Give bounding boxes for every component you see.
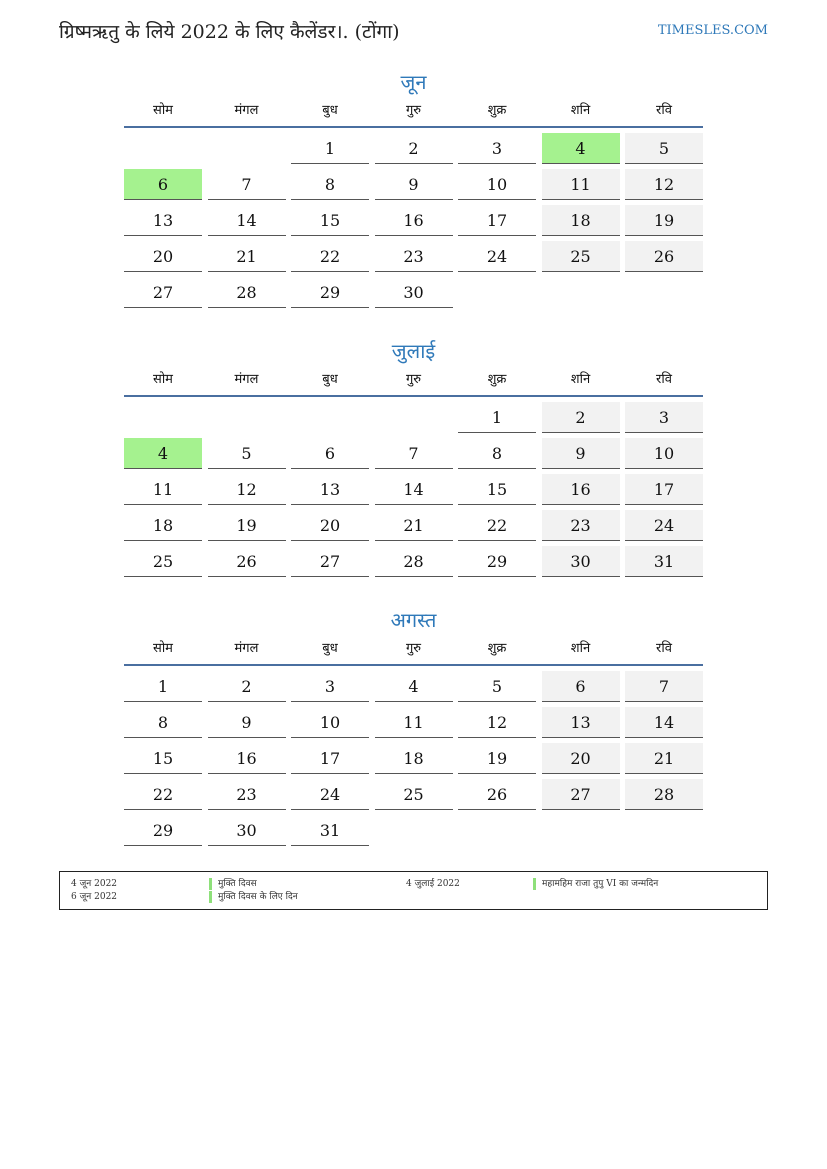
weekday-label: मंगल bbox=[234, 372, 259, 387]
legend-entry bbox=[71, 878, 401, 890]
day-cell: 11 bbox=[542, 169, 620, 200]
day-cell: 18 bbox=[124, 510, 202, 541]
weekday-label: गुरु bbox=[405, 372, 422, 387]
day-cell: 3 bbox=[458, 133, 536, 164]
weekday-label: रवि bbox=[656, 372, 672, 387]
day-cell: 30 bbox=[375, 277, 453, 308]
day-cell: 22 bbox=[458, 510, 536, 541]
day-cell: 2 bbox=[208, 671, 286, 702]
day-cell: 1 bbox=[124, 671, 202, 702]
day-cell: 27 bbox=[291, 546, 369, 577]
day-cell: 16 bbox=[208, 743, 286, 774]
day-cell: 29 bbox=[458, 546, 536, 577]
day-cell: 21 bbox=[625, 743, 703, 774]
day-cell: 14 bbox=[625, 707, 703, 738]
day-cell: 31 bbox=[625, 546, 703, 577]
day-cell: 4 bbox=[542, 133, 620, 164]
weekday-label: मंगल bbox=[234, 103, 259, 118]
day-cell: 14 bbox=[375, 474, 453, 505]
weekday-header bbox=[124, 98, 703, 128]
site-link[interactable]: TIMESLES.COM bbox=[657, 23, 768, 38]
day-cell: 15 bbox=[458, 474, 536, 505]
weekday-header bbox=[124, 367, 703, 397]
day-cell: 24 bbox=[458, 241, 536, 272]
day-cell: 20 bbox=[291, 510, 369, 541]
holiday-legend bbox=[59, 871, 768, 910]
day-cell: 6 bbox=[291, 438, 369, 469]
weekday-label: शुक्र bbox=[487, 103, 507, 118]
day-cell: 22 bbox=[124, 779, 202, 810]
day-cell: 23 bbox=[208, 779, 286, 810]
weekday-label: गुरु bbox=[405, 103, 422, 118]
day-cell: 13 bbox=[291, 474, 369, 505]
day-cell: 26 bbox=[208, 546, 286, 577]
day-cell: 4 bbox=[375, 671, 453, 702]
day-cell: 9 bbox=[208, 707, 286, 738]
legend-date: 4 जून 2022 bbox=[71, 879, 118, 889]
day-cell: 28 bbox=[208, 277, 286, 308]
weekday-label: शनि bbox=[570, 641, 591, 656]
day-cell: 4 bbox=[124, 438, 202, 469]
day-cell: 21 bbox=[375, 510, 453, 541]
day-cell: 7 bbox=[375, 438, 453, 469]
day-cell: 27 bbox=[124, 277, 202, 308]
weekday-label: सोम bbox=[153, 641, 173, 656]
day-cell: 16 bbox=[375, 205, 453, 236]
month-june bbox=[124, 68, 703, 302]
day-cell: 23 bbox=[375, 241, 453, 272]
day-cell: 27 bbox=[542, 779, 620, 810]
page-title: ग्रिष्मऋतु के लिये 2022 के लिए कैलेंडर।. (टोंगा) bbox=[59, 21, 400, 43]
legend-name: मुक्ति दिवस के लिए दिन bbox=[209, 891, 298, 903]
day-cell: 15 bbox=[124, 743, 202, 774]
day-cell: 25 bbox=[542, 241, 620, 272]
weekday-label: शनि bbox=[570, 103, 591, 118]
weekday-label: बुध bbox=[322, 372, 338, 387]
day-cell: 10 bbox=[291, 707, 369, 738]
day-cell: 17 bbox=[458, 205, 536, 236]
day-cell: 22 bbox=[291, 241, 369, 272]
weekday-header bbox=[124, 636, 703, 666]
month-august bbox=[124, 606, 703, 840]
page-header bbox=[59, 18, 768, 48]
weekday-label: रवि bbox=[656, 103, 672, 118]
day-cell: 2 bbox=[375, 133, 453, 164]
month-title: जुलाई bbox=[391, 339, 436, 363]
day-cell: 5 bbox=[458, 671, 536, 702]
weekday-label: शुक्र bbox=[487, 372, 507, 387]
day-cell: 8 bbox=[124, 707, 202, 738]
day-cell: 8 bbox=[458, 438, 536, 469]
day-cell: 26 bbox=[458, 779, 536, 810]
day-cell: 9 bbox=[542, 438, 620, 469]
day-cell: 28 bbox=[375, 546, 453, 577]
day-cell: 11 bbox=[124, 474, 202, 505]
day-cell: 8 bbox=[291, 169, 369, 200]
day-cell: 30 bbox=[542, 546, 620, 577]
weekday-label: सोम bbox=[153, 372, 173, 387]
day-cell: 9 bbox=[375, 169, 453, 200]
day-cell: 1 bbox=[291, 133, 369, 164]
day-cell: 17 bbox=[291, 743, 369, 774]
day-cell: 15 bbox=[291, 205, 369, 236]
legend-entry bbox=[406, 878, 756, 890]
day-cell: 3 bbox=[625, 402, 703, 433]
day-cell: 7 bbox=[625, 671, 703, 702]
legend-name: महामहिम राजा तुपु VI का जन्मदिन bbox=[533, 878, 658, 890]
day-cell: 12 bbox=[458, 707, 536, 738]
day-cell: 3 bbox=[291, 671, 369, 702]
weekday-label: बुध bbox=[322, 641, 338, 656]
day-cell: 29 bbox=[124, 815, 202, 846]
day-cell: 16 bbox=[542, 474, 620, 505]
day-cell: 12 bbox=[208, 474, 286, 505]
day-cell: 24 bbox=[625, 510, 703, 541]
legend-entry bbox=[71, 891, 401, 903]
day-cell: 5 bbox=[208, 438, 286, 469]
day-cell: 26 bbox=[625, 241, 703, 272]
weekday-label: शुक्र bbox=[487, 641, 507, 656]
day-cell: 28 bbox=[625, 779, 703, 810]
day-cell: 6 bbox=[542, 671, 620, 702]
day-cell: 30 bbox=[208, 815, 286, 846]
weekday-label: शनि bbox=[570, 372, 591, 387]
month-title: जून bbox=[400, 70, 427, 94]
day-cell: 5 bbox=[625, 133, 703, 164]
weekday-label: गुरु bbox=[405, 641, 422, 656]
day-cell: 7 bbox=[208, 169, 286, 200]
day-cell: 20 bbox=[124, 241, 202, 272]
day-cell: 25 bbox=[375, 779, 453, 810]
day-cell: 21 bbox=[208, 241, 286, 272]
day-cell: 13 bbox=[542, 707, 620, 738]
day-cell: 24 bbox=[291, 779, 369, 810]
legend-date: 6 जून 2022 bbox=[71, 892, 118, 902]
month-july bbox=[124, 337, 703, 571]
day-cell: 31 bbox=[291, 815, 369, 846]
day-cell: 19 bbox=[458, 743, 536, 774]
day-cell: 6 bbox=[124, 169, 202, 200]
day-cell: 23 bbox=[542, 510, 620, 541]
legend-date: 4 जुलाई 2022 bbox=[406, 879, 460, 889]
day-cell: 10 bbox=[625, 438, 703, 469]
day-cell: 11 bbox=[375, 707, 453, 738]
weekday-label: रवि bbox=[656, 641, 672, 656]
legend-name: मुक्ति दिवस bbox=[209, 878, 257, 890]
day-cell: 2 bbox=[542, 402, 620, 433]
day-cell: 18 bbox=[542, 205, 620, 236]
day-cell: 29 bbox=[291, 277, 369, 308]
day-cell: 18 bbox=[375, 743, 453, 774]
day-cell: 20 bbox=[542, 743, 620, 774]
weekday-label: सोम bbox=[153, 103, 173, 118]
weekday-label: बुध bbox=[322, 103, 338, 118]
month-title: अगस्त bbox=[390, 608, 437, 632]
day-cell: 10 bbox=[458, 169, 536, 200]
weekday-label: मंगल bbox=[234, 641, 259, 656]
day-cell: 14 bbox=[208, 205, 286, 236]
day-cell: 12 bbox=[625, 169, 703, 200]
day-cell: 19 bbox=[208, 510, 286, 541]
day-cell: 19 bbox=[625, 205, 703, 236]
day-cell: 1 bbox=[458, 402, 536, 433]
day-cell: 25 bbox=[124, 546, 202, 577]
day-cell: 17 bbox=[625, 474, 703, 505]
day-cell: 13 bbox=[124, 205, 202, 236]
